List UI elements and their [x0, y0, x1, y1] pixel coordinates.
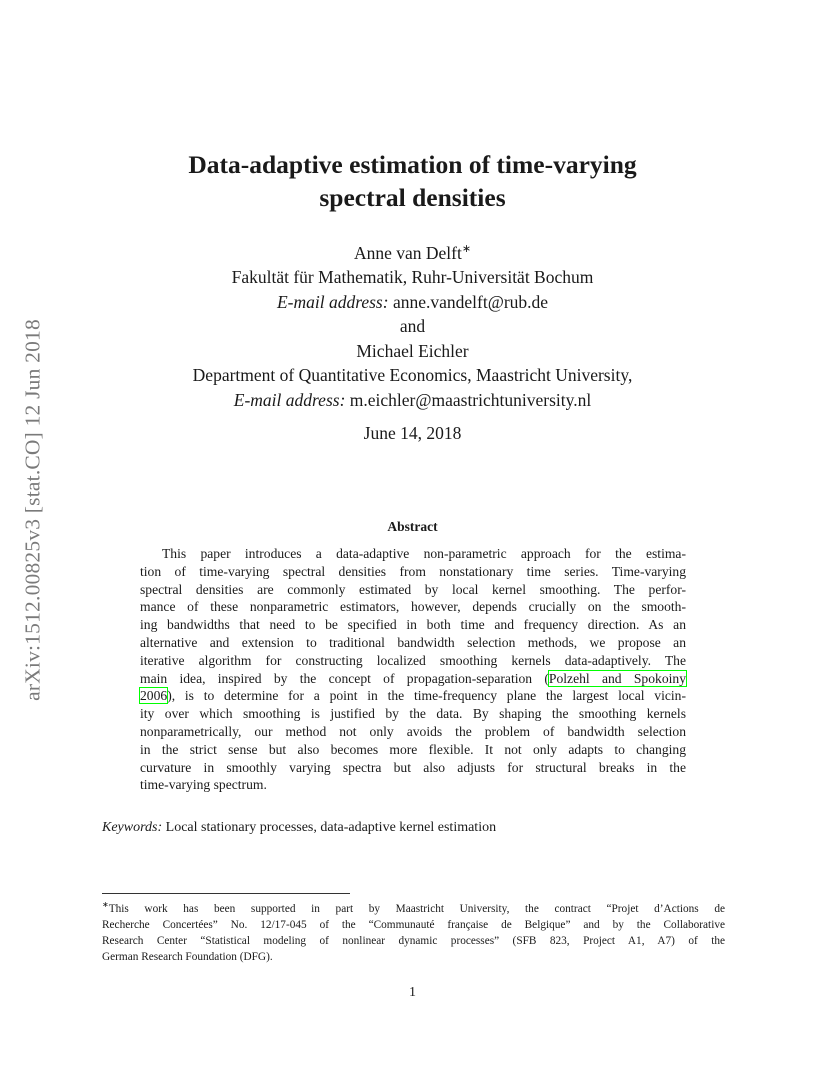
author-2-email-line [100, 388, 725, 413]
footnote [102, 897, 725, 965]
abstract-line: mance of these nonparametric estimators, however, depends crucially on the smooth- [140, 599, 686, 615]
page-number: 1 [409, 985, 416, 1000]
arxiv-identifier: arXiv:1512.00825v3 [stat.CO] 12 Jun 2018 [20, 319, 45, 701]
author-block [100, 237, 725, 412]
author-1 [100, 237, 725, 265]
abstract-line: curvature in smoothly varying spectra but also adjusts for structural breaks in the [140, 759, 686, 775]
abstract-line: This paper introduces a data-adaptive non-parametric approach for the estima- [162, 546, 686, 561]
abstract-line: tion of time-varying spectral densities from nonstationary time series. Time-varying [140, 563, 686, 579]
abstract-heading: Abstract [387, 519, 438, 534]
abstract-line-text: ), is to determine for a point in the time-frequency plane the largest local vicin- [167, 688, 686, 704]
arxiv-identifier-sidebar [13, 290, 53, 730]
abstract-line: iterative algorithm for constructing localized smoothing kernels data-adaptively. The [140, 652, 686, 668]
author-2-name: Michael Eichler [356, 340, 469, 361]
abstract-line: nonparametrically, our method not only avoids the problem of bandwidth selection [140, 723, 686, 739]
author-1-email: anne.vandelft@rub.de [392, 291, 549, 312]
author-2-email: m.eichler@maastrichtuniversity.nl [349, 389, 592, 410]
author-1-name: Anne van Delft [353, 242, 462, 263]
paper-date: June 14, 2018 [363, 423, 462, 443]
author-2-affiliation: Department of Quantitative Economics, Maastricht University, [192, 365, 633, 386]
citation-link[interactable]: Polzehl and Spokoiny [548, 670, 686, 686]
title-line-2: spectral densities [319, 183, 506, 212]
citation-link-year[interactable]: 2006 [140, 688, 168, 704]
footnote-line-text: This work has been supported in part by Maastricht University, the contract “Projet d’Actions de [108, 902, 725, 915]
abstract-line [140, 687, 686, 705]
keywords-text: Local stationary processes, data-adaptive kernel estimation [165, 820, 497, 835]
footnote-line: Research Center “Statistical modeling of nonlinear dynamic processes” (SFB 823, Project A1, A7) of the [102, 934, 725, 947]
abstract-line: spectral densities are commonly estimated by local kernel smoothing. The perfor- [140, 581, 686, 597]
title-line-1: Data-adaptive estimation of time-varying [188, 150, 637, 179]
footnote-line [102, 897, 725, 917]
author-1-email-line [100, 290, 725, 315]
keywords [102, 820, 496, 836]
abstract-line [140, 670, 686, 688]
abstract-line: time-varying spectrum. [140, 777, 267, 793]
email-label: E-mail address: [233, 389, 346, 410]
abstract-line-text: main idea, inspired by the concept of propagation-separation ( [140, 670, 549, 686]
author-conjunction: and [399, 316, 426, 337]
paper-title [100, 148, 725, 214]
author-1-affiliation: Fakultät für Mathematik, Ruhr-Universität Bochum [231, 267, 594, 288]
email-label: E-mail address: [276, 291, 389, 312]
footnote-line: German Research Foundation (DFG). [102, 950, 273, 963]
keywords-label: Keywords: [102, 820, 163, 835]
author-1-footnote-mark: ∗ [461, 243, 472, 255]
abstract-line: in the strict sense but also becomes more flexible. It not only adapts to changing [140, 741, 686, 757]
abstract-line: ity over which smoothing is justified by the data. By shaping the smoothing kernels [140, 706, 686, 722]
footnote-line: Recherche Concertées” No. 12/17-045 of the “Communauté française de Belgique” and by the Collaborative [102, 918, 725, 931]
abstract-body [140, 545, 686, 794]
footnote-divider [102, 893, 350, 894]
footnote-mark: ∗ [102, 900, 109, 909]
abstract-line: alternative and extension to traditional bandwidth selection methods, we propose an [140, 634, 686, 650]
abstract-line: ing bandwidths that need to be specified in both time and frequency direction. As an [140, 617, 686, 633]
